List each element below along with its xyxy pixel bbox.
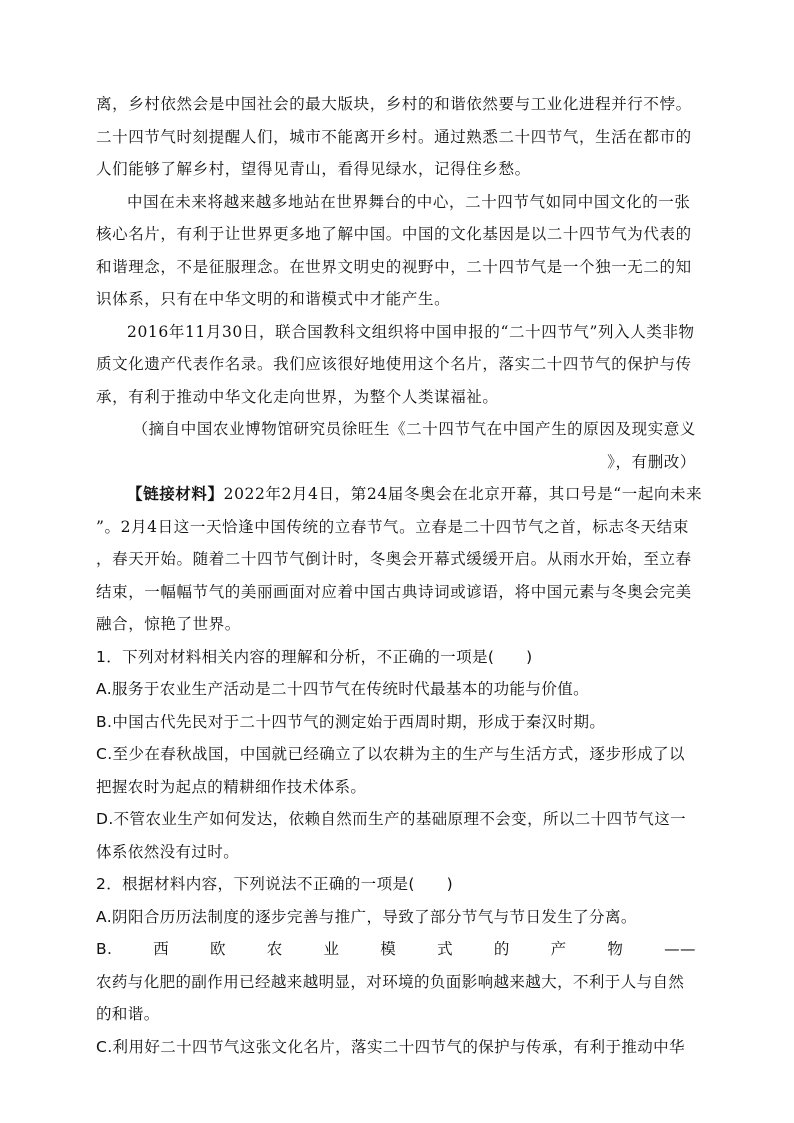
option-b-word: 西 xyxy=(153,940,170,958)
passage-paragraph-2: 中国在未来将越来越多地站在世界舞台的中心，二十四节气如同中国文化的一张核心名片，有利于让世界更多地了解中国。中国的文化基因是以二十四节气为代表的和谐理念，不是征服理念。在世界文明史的视野中，二十四节气是一个独一无二的知识体系，只有在中华文明的和谐模式中才能产生。 xyxy=(96,192,692,308)
option-b-word: 产 xyxy=(550,940,567,958)
option-b-word: 农 xyxy=(266,940,283,958)
option-b-word: 欧 xyxy=(210,940,226,958)
link-material-line-4: 结束，一幅幅节气的美丽画面对应着中国古典诗词或谚语，将中国元素与冬奥会完美 xyxy=(96,582,692,601)
link-material-label: 【链接材料】 xyxy=(127,484,224,503)
question-1-stem: 1．下列对材料相关内容的理解和分析，不正确的一项是( ) xyxy=(96,647,533,666)
link-material-line-1 xyxy=(96,478,703,511)
question-2-option-b-line-3[interactable]: 的和谐。 xyxy=(96,1005,160,1023)
question-2-option-c-line-1[interactable]: C.利用好二十四节气这张文化名片，落实二十四节气的保护与传承，有利于推动中华 xyxy=(96,1037,685,1056)
option-b-word: —— xyxy=(664,940,696,958)
question-1-option-b[interactable]: B.中国古代先民对于二十四节气的测定始于西周时期，形成于秦汉时期。 xyxy=(96,712,606,731)
link-material-text-1: 2022年2月4日，第24届冬奥会在北京开幕，其口号是“一起向未来 xyxy=(223,485,703,503)
source-citation-line-2: 》，有删改） xyxy=(607,452,696,471)
question-2-option-a[interactable]: A.阴阳合历历法制度的逐步完善与推广，导致了部分节气与节日发生了分离。 xyxy=(96,907,637,926)
option-b-word: 的 xyxy=(493,940,510,958)
passage-paragraph-1: 离，乡村依然会是中国社会的最大版块，乡村的和谐依然要与工业化进程并行不悖。二十四节气时刻提醒人们，城市不能离开乡村。通过熟悉二十四节气，生活在都市的人们能够了解乡村，望得见青山，看得见绿水，记得住乡愁。 xyxy=(96,95,692,178)
option-b-word: 模 xyxy=(380,940,397,958)
link-material-line-5: 融合，惊艳了世界。 xyxy=(96,615,241,633)
option-b-word: B. xyxy=(96,940,113,958)
option-b-word: 式 xyxy=(437,940,453,958)
question-2-stem: 2．根据材料内容，下列说法不正确的一项是( ) xyxy=(96,875,454,893)
option-b-word: 物 xyxy=(607,940,624,958)
question-2-option-b-line-1[interactable] xyxy=(96,933,696,966)
option-b-word: 业 xyxy=(323,940,340,958)
question-2-option-b-line-2[interactable]: 农药与化肥的副作用已经越来越明显，对环境的负面影响越来越大，不利于人与自然 xyxy=(96,972,685,991)
link-material-line-3: ，春天开始。随着二十四节气倒计时，冬奥会开幕式缓缓开启。从雨水开始，至立春 xyxy=(96,550,692,568)
question-1-option-d-line-1[interactable]: D.不管农业生产如何发达，依赖自然而生产的基础原理不会变，所以二十四节气这一 xyxy=(96,810,687,828)
link-material-line-2: ”。2月4日这一天恰逢中国传统的立春节气。立春是二十四节气之首，标志冬天结束 xyxy=(96,517,689,536)
source-citation-line-1: （摘自中国农业博物馆研究员徐旺生《二十四节气在中国产生的原因及现实意义 xyxy=(132,420,696,438)
question-1-option-d-line-2[interactable]: 体系依然没有过时。 xyxy=(96,842,240,861)
question-1-option-a[interactable]: A.服务于农业生产活动是二十四节气在传统时代最基本的功能与价值。 xyxy=(96,680,590,698)
question-1-option-c-line-2[interactable]: 把握农时为起点的精耕细作技术体系。 xyxy=(96,777,367,796)
question-1-option-c-line-1[interactable]: C.至少在春秋战国，中国就已经确立了以农耕为主的生产与生活方式，逐步形成了以 xyxy=(96,745,685,763)
passage-paragraph-3: 2016年11月30日，联合国教科文组织将中国申报的“二十四节气”列入人类非物质文化遗产代表作名录。我们应该很好地使用这个名片，落实二十四节气的保护与传承，有利于推动中华文化走向世界，为整个人类谋福祉。 xyxy=(96,322,695,406)
